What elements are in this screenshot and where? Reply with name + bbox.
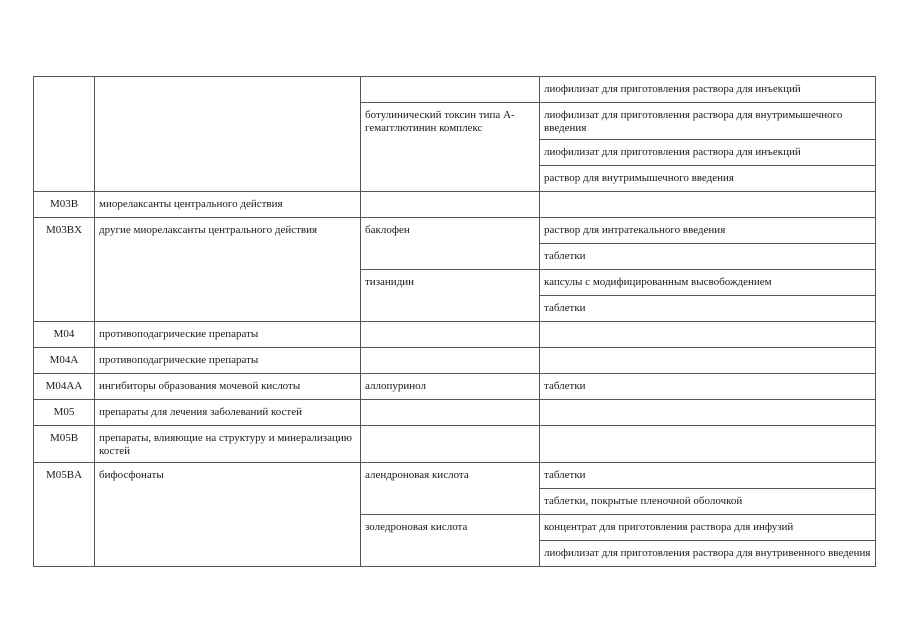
substance-cell <box>361 77 540 103</box>
dosage-form-cell <box>540 192 876 218</box>
table-row <box>34 348 876 374</box>
dosage-form-cell <box>540 348 876 374</box>
dosage-form-cell: раствор для интратекального введения <box>540 218 876 244</box>
substance-cell <box>361 192 540 218</box>
atc-code-cell: M05BA <box>34 463 95 567</box>
group-name-cell: другие миорелаксанты центрального действия <box>95 218 361 322</box>
dosage-form-cell: таблетки, покрытые пленочной оболочкой <box>540 489 876 515</box>
dosage-form-cell: таблетки <box>540 296 876 322</box>
table-row <box>34 400 876 426</box>
substance-cell: алендроновая кислота <box>361 463 540 515</box>
dosage-form-cell: лиофилизат для приготовления раствора для внутримышечного введения <box>540 103 876 140</box>
substance-cell: золедроновая кислота <box>361 515 540 567</box>
substance-cell <box>361 426 540 463</box>
atc-code-cell: M03BX <box>34 218 95 322</box>
substance-cell <box>361 400 540 426</box>
dosage-form-cell: концентрат для приготовления раствора для инфузий <box>540 515 876 541</box>
atc-code-cell: M05 <box>34 400 95 426</box>
group-name-cell: противоподагрические препараты <box>95 348 361 374</box>
substance-cell: аллопуринол <box>361 374 540 400</box>
group-name-cell: препараты для лечения заболеваний костей <box>95 400 361 426</box>
atc-code-cell: M03B <box>34 192 95 218</box>
atc-code-cell: M04 <box>34 322 95 348</box>
dosage-form-cell: таблетки <box>540 374 876 400</box>
dosage-form-cell: лиофилизат для приготовления раствора для инъекций <box>540 140 876 166</box>
group-name-cell: миорелаксанты центрального действия <box>95 192 361 218</box>
table-row <box>34 218 876 244</box>
atc-code-cell: M05B <box>34 426 95 463</box>
table-row <box>34 77 876 103</box>
dosage-form-cell <box>540 426 876 463</box>
group-name-cell <box>95 77 361 192</box>
table-row <box>34 322 876 348</box>
dosage-form-cell: раствор для внутримышечного введения <box>540 166 876 192</box>
table-row <box>34 374 876 400</box>
dosage-form-cell <box>540 322 876 348</box>
atc-code-cell <box>34 77 95 192</box>
atc-code-cell: M04A <box>34 348 95 374</box>
substance-cell: ботулинический токсин типа А-гемагглютинин комплекс <box>361 103 540 192</box>
substance-cell <box>361 348 540 374</box>
table-row <box>34 192 876 218</box>
table-row <box>34 463 876 489</box>
dosage-form-cell: лиофилизат для приготовления раствора для внутривенного введения <box>540 541 876 567</box>
drug-classification-table <box>33 76 876 567</box>
group-name-cell: препараты, влияющие на структуру и минерализацию костей <box>95 426 361 463</box>
substance-cell: баклофен <box>361 218 540 270</box>
dosage-form-cell: лиофилизат для приготовления раствора для инъекций <box>540 77 876 103</box>
group-name-cell: бифосфонаты <box>95 463 361 567</box>
dosage-form-cell: капсулы с модифицированным высвобождением <box>540 270 876 296</box>
group-name-cell: ингибиторы образования мочевой кислоты <box>95 374 361 400</box>
substance-cell: тизанидин <box>361 270 540 322</box>
dosage-form-cell: таблетки <box>540 244 876 270</box>
table-row <box>34 426 876 463</box>
dosage-form-cell <box>540 400 876 426</box>
atc-code-cell: M04AA <box>34 374 95 400</box>
substance-cell <box>361 322 540 348</box>
group-name-cell: противоподагрические препараты <box>95 322 361 348</box>
dosage-form-cell: таблетки <box>540 463 876 489</box>
